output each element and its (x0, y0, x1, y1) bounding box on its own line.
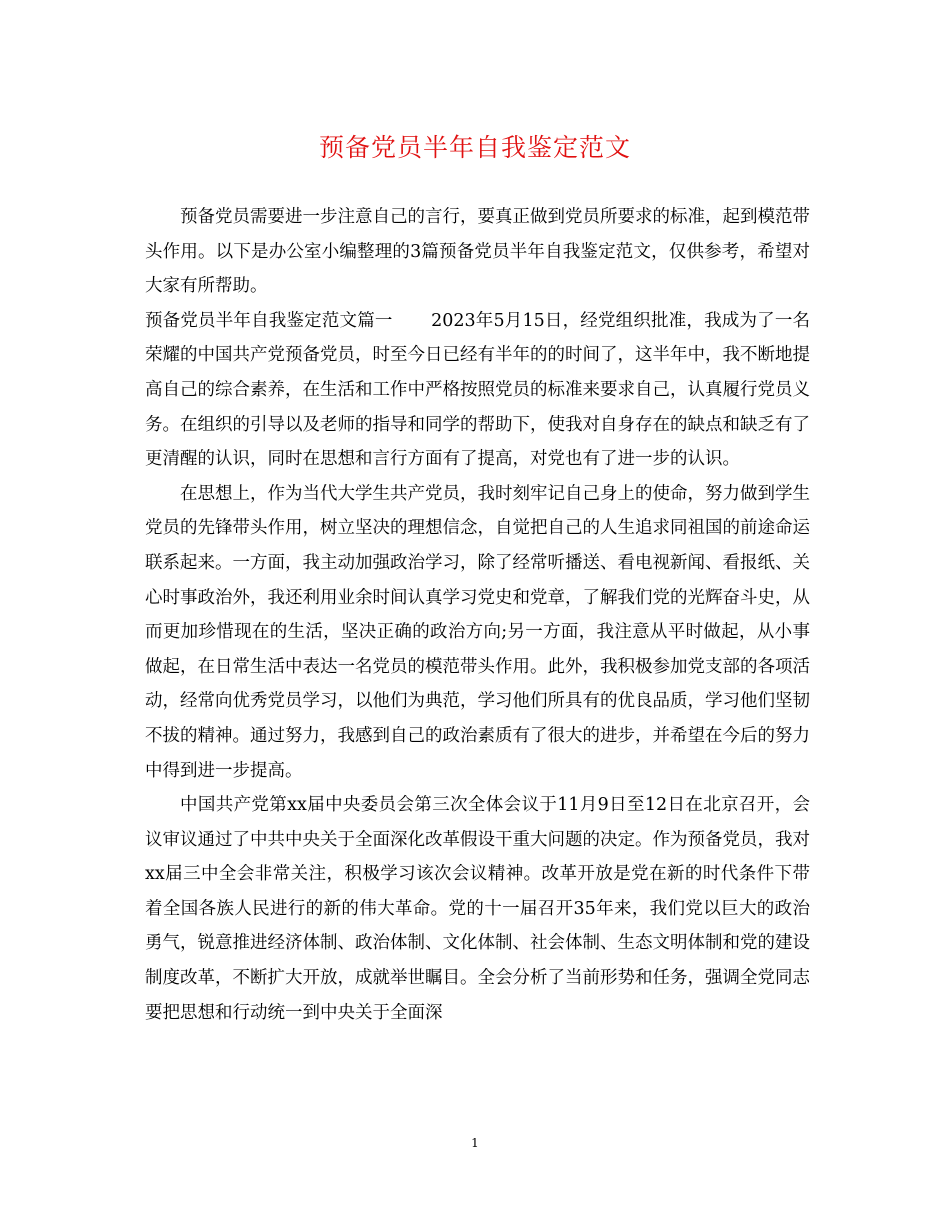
page-number: 1 (471, 1136, 479, 1150)
plenary-paragraph: 中国共产党第xx届中央委员会第三次全体会议于11月9日至12日在北京召开，会议审议通过了中共中央关于全面深化改革假设干重大问题的决定。作为预备党员，我对xx届三中全会非常关注，积极学习该次会议精神。改革开放是党在新的时代条件下带着全国各族人民进行的新的伟大革命。党的十一届召开35年来，我们党以巨大的政治勇气，锐意推进经济体制、政治体制、文化体制、社会体制、生态文明体制和党的建设制度改革，不断扩大开放，成就举世瞩目。全会分析了当前形势和任务，强调全党同志要把思想和行动统一到中央关于全面深 (145, 795, 810, 1023)
section-heading: 预备党员半年自我鉴定范文篇一 (145, 310, 393, 331)
document-body (145, 200, 810, 1030)
section-one-paragraph (145, 304, 810, 477)
section-one-first-paragraph: 2023年5月15日，经党组织批准，我成为了一名荣耀的中国共产党预备党员，时至今日已经有半年的的时间了，这半年中，我不断地提高自己的综合素养，在生活和工作中严格按照党员的标准来要求自己，认真履行党员义务。在组织的引导以及老师的指导和同学的帮助下，使我对自身存在的缺点和缺乏有了更清醒的认识，同时在思想和言行方面有了提高，对党也有了进一步的认识。 (145, 310, 811, 470)
document-title: 预备党员半年自我鉴定范文 (318, 133, 631, 162)
thought-paragraph: 在思想上，作为当代大学生共产党员，我时刻牢记自己身上的使命，努力做到学生党员的先锋带头作用，树立坚决的理想信念，自觉把自己的人生追求同祖国的前途命运联系起来。一方面，我主动加强政治学习，除了经常听播送、看电视新闻、看报纸、关心时事政治外，我还利用业余时间认真学习党史和党章，了解我们党的光辉奋斗史，从而更加珍惜现在的生活，坚决正确的政治方向;另一方面，我注意从平时做起，从小事做起，在日常生活中表达一名党员的模范带头作用。此外，我积极参加党支部的各项活动，经常向优秀党员学习，以他们为典范，学习他们所具有的优良品质，学习他们坚韧不拔的精神。通过努力，我感到自己的政治素质有了很大的进步，并希望在今后的努力中得到进一步提高。 (145, 483, 810, 781)
intro-paragraph: 预备党员需要进一步注意自己的言行，要真正做到党员所要求的标准，起到模范带头作用。以下是办公室小编整理的3篇预备党员半年自我鉴定范文，仅供参考，希望对大家有所帮助。 (145, 207, 810, 297)
